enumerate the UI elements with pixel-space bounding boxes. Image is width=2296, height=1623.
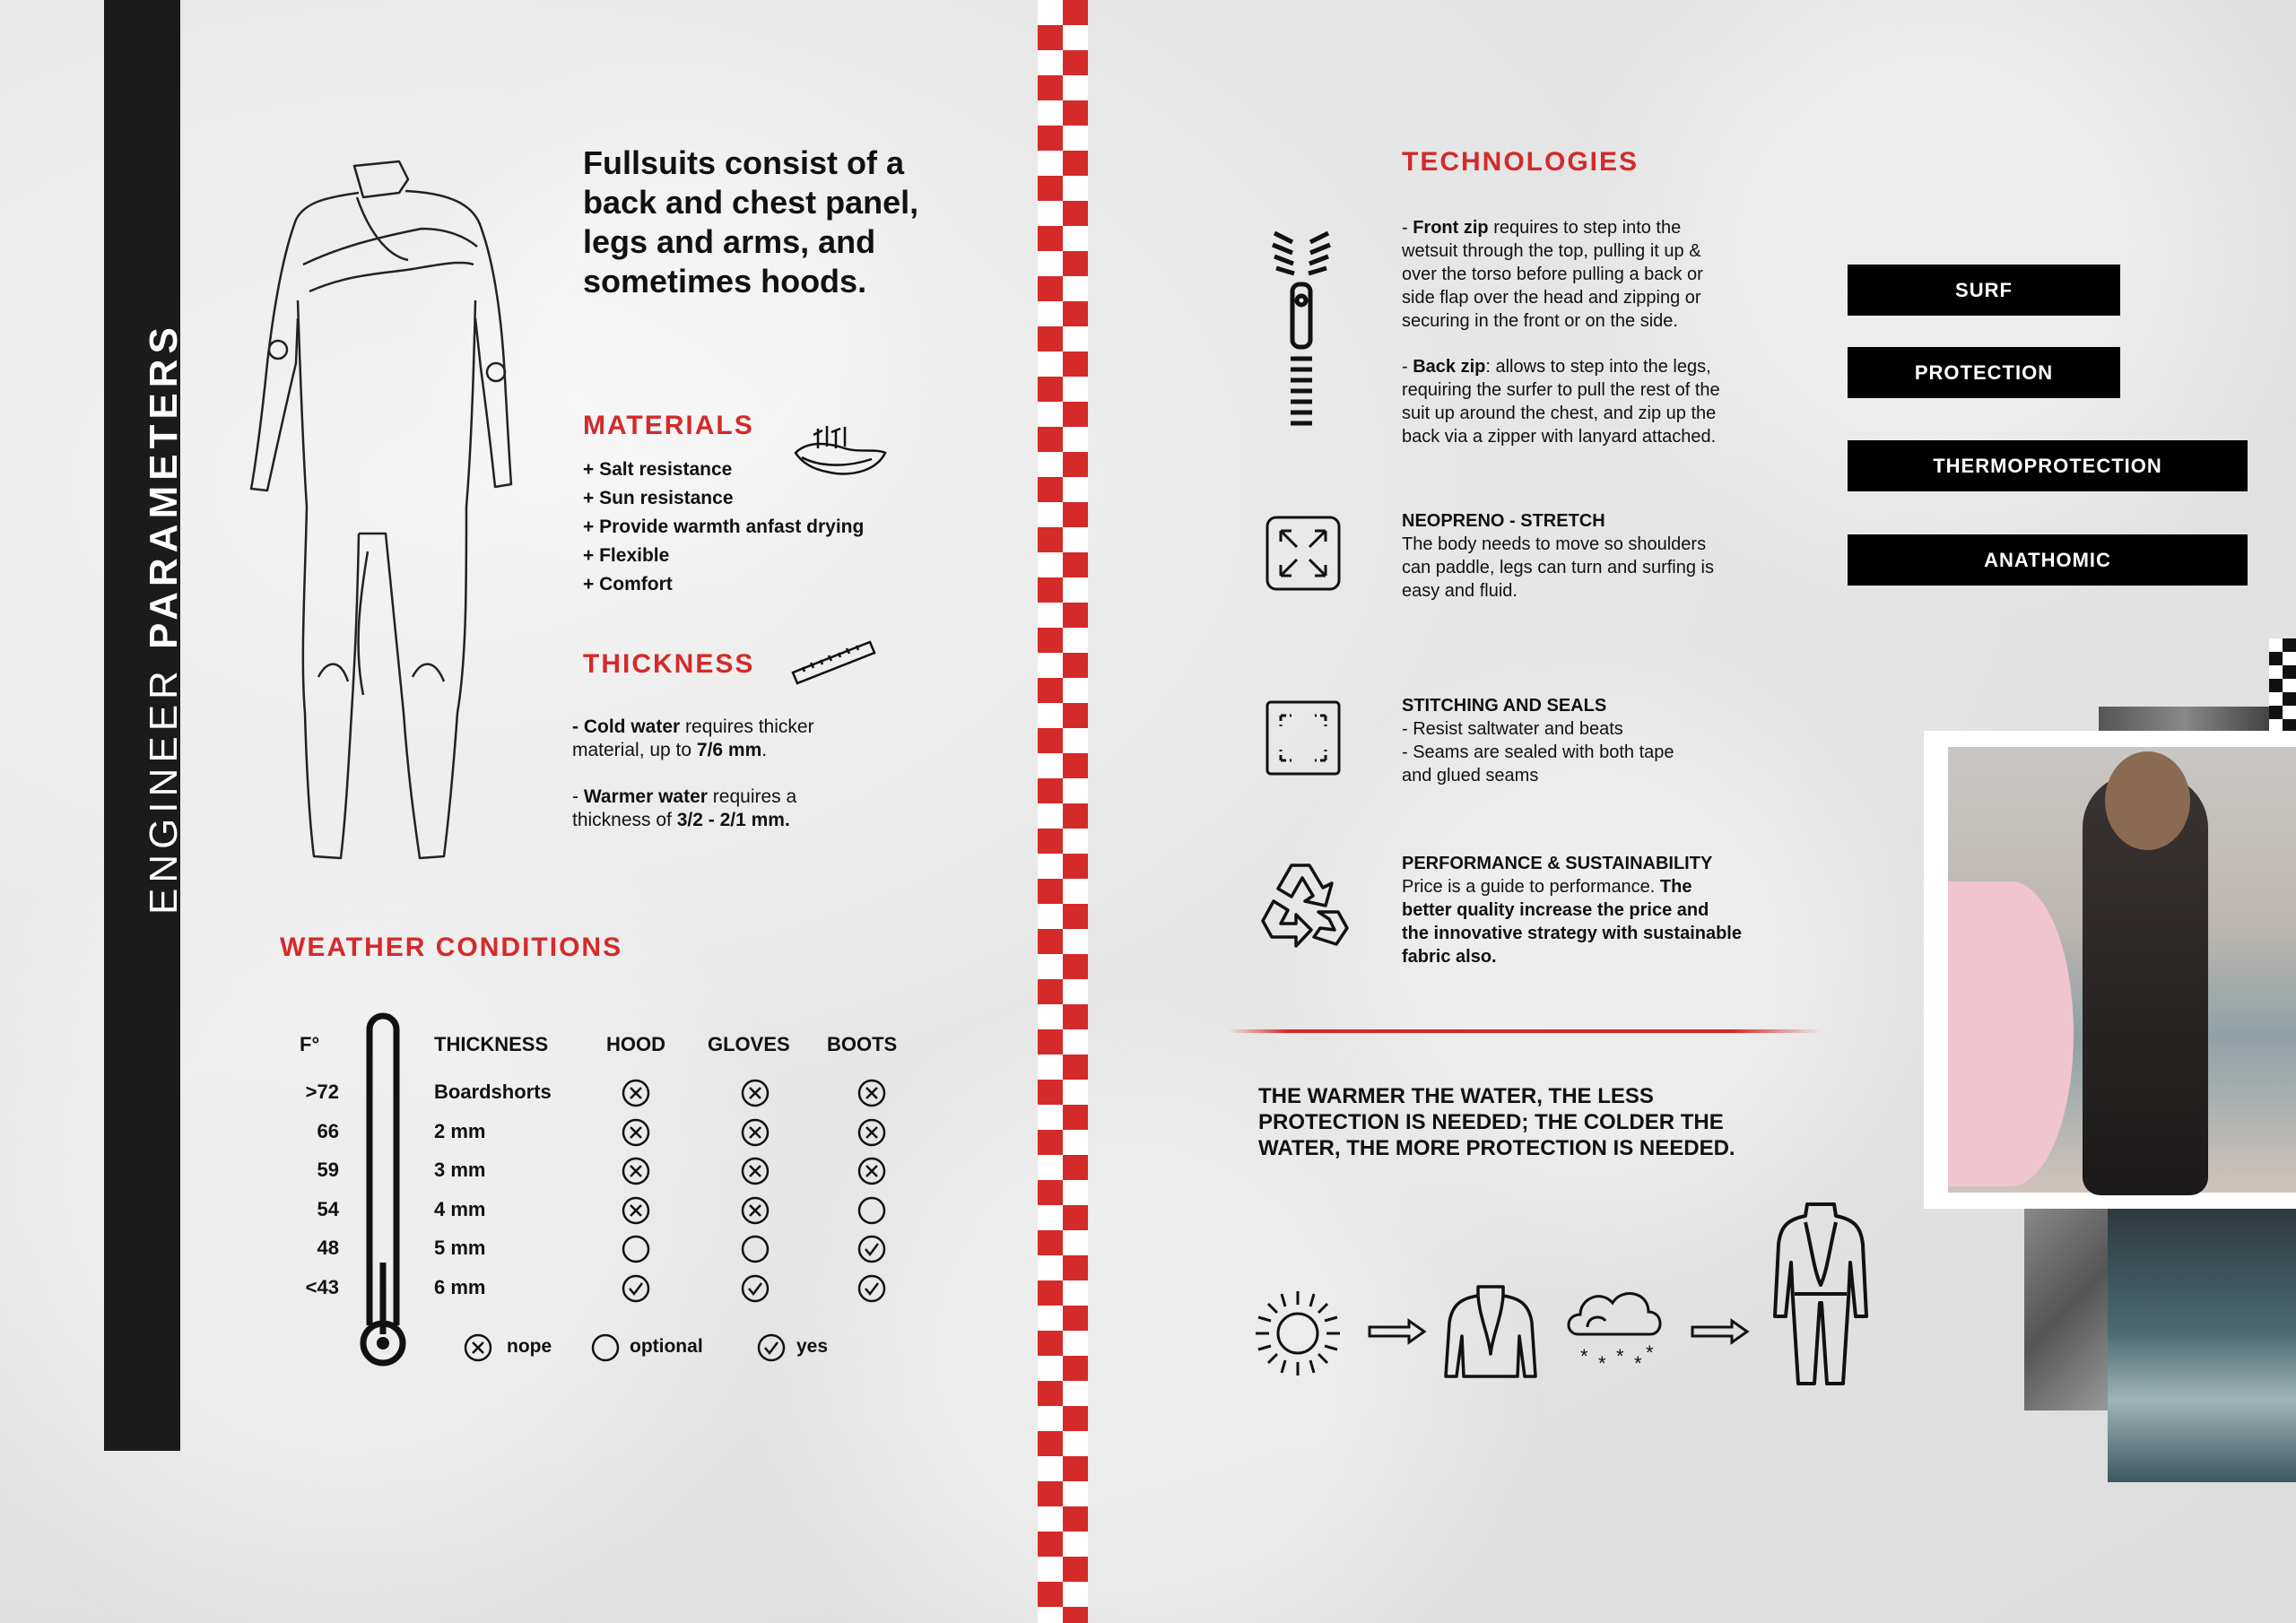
weather-temp: 48 [317,1237,339,1259]
performance-bold-line: fabric also. [1402,947,1497,967]
back-zip-dash: - [1402,357,1413,377]
photo-strip-top [2099,707,2269,733]
svg-text:*: * [1580,1345,1588,1367]
thickness-cold-line2: material, up to [572,740,697,760]
weather-temp: 54 [317,1197,339,1220]
materials-item: + Flexible [583,545,670,566]
sun-icon [1251,1287,1344,1380]
materials-item: + Sun resistance [583,488,734,508]
arrow-icon [1368,1318,1427,1345]
nope-icon [740,1078,770,1108]
front-zip-line2: wetsuit through the top, pulling it up & [1402,241,1701,261]
stitching-line: - Seams are sealed with both tape [1402,742,1674,762]
materials-item: + Comfort [583,574,673,595]
optional-icon [590,1332,621,1363]
legend-nope: nope [507,1336,552,1357]
front-zip-line3: over the torso before pulling a back or [1402,265,1703,284]
weather-col-hood: HOOD [606,1033,665,1055]
zipper-icon [1267,229,1335,435]
wetsuit-illustration [242,157,529,874]
front-zip-line1: requires to step into the [1488,218,1682,238]
nope-icon [857,1117,887,1148]
nope-icon [621,1078,651,1108]
tag-protection: PROTECTION [1848,347,2120,398]
checker-divider [1038,0,1088,1623]
thickness-cold-rest: requires thicker [680,716,814,737]
thickness-warm-rest: requires a [707,786,797,807]
neopreno-text [1402,509,1796,603]
weather-temp: <43 [305,1275,339,1298]
thickness-warm-line2: thickness of [572,810,677,830]
neopreno-line: can paddle, legs can turn and surfing is [1402,558,1714,577]
yes-icon [740,1273,770,1304]
nope-icon [857,1078,887,1108]
materials-list [583,456,864,599]
surfer-photo-2 [2108,1209,2296,1482]
legend-optional: optional [630,1336,703,1357]
yes-icon [857,1273,887,1304]
photo-frame [1924,731,2296,1209]
back-zip-line2: requiring the surfer to pull the rest of the [1402,380,1720,400]
fullsuit-icon [1771,1200,1870,1390]
tag-thermoprotection: THERMOPROTECTION [1848,440,2248,491]
surfboard [1948,881,2074,1186]
front-zip-text [1402,216,1796,333]
neopreno-line: The body needs to move so shoulders [1402,534,1707,554]
neopreno-line: easy and fluid. [1402,581,1518,601]
svg-text:*: * [1616,1345,1624,1367]
thickness-warm-text [572,785,913,832]
neopreno-title: NEOPRENO - STRETCH [1402,511,1605,531]
nope-icon [463,1332,493,1363]
materials-item: + Provide warmth anfast drying [583,516,865,537]
back-zip-text [1402,355,1796,448]
technologies-heading: TECHNOLOGIES [1402,147,1639,177]
performance-text [1402,852,1814,968]
intro-text: Fullsuits consist of a back and chest panel, legs and arms, and sometimes hoods. [583,144,919,299]
optional-icon [621,1234,651,1264]
nope-icon [857,1156,887,1186]
ruler-icon [791,638,876,688]
nope-icon [621,1156,651,1186]
weather-heading: WEATHER CONDITIONS [280,933,623,962]
sidebar-title [142,322,187,915]
tag-anathomic: ANATHOMIC [1848,534,2248,586]
svg-text:*: * [1634,1352,1642,1375]
front-zip-bold: Front zip [1413,218,1489,238]
sidebar-title-light: ENGINEER [142,648,186,915]
thickness-warm-prefix: - [572,786,584,807]
materials-item: + Salt resistance [583,459,733,480]
weather-thickness: Boardshorts [434,1081,552,1103]
yes-icon [756,1332,787,1363]
surfer-head [2105,751,2190,850]
stitching-line: and glued seams [1402,766,1539,785]
tag-surf: SURF [1848,265,2120,316]
thickness-cold-text: - Cold water requires thicker material, up to 7/6 mm. [572,716,814,760]
svg-text:*: * [1646,1341,1654,1364]
thermometer-icon [357,1011,409,1370]
weather-col-thickness: THICKNESS [434,1033,549,1055]
performance-bold-line: the innovative strategy with sustainable [1402,924,1742,943]
arrow-icon [1691,1318,1750,1345]
weather-col-gloves: GLOVES [708,1033,790,1055]
yes-icon [621,1273,651,1304]
weather-temp: >72 [305,1081,339,1103]
nope-icon [740,1195,770,1226]
top-icon [1444,1282,1537,1381]
front-zip-dash: - [1402,218,1413,238]
nope-icon [740,1117,770,1148]
stretch-icon [1265,515,1342,592]
front-zip-line5: securing in the front or on the side. [1402,311,1678,331]
photo-strip-gray [2024,1209,2109,1410]
performance-bold-line: better quality increase the price and [1402,900,1709,920]
surfer-photo [1948,747,2296,1193]
nope-icon [621,1195,651,1226]
thickness-heading: THICKNESS [583,649,755,679]
nope-icon [740,1156,770,1186]
cloud-icon [1561,1280,1668,1379]
sidebar-title-bold: PARAMETERS [142,322,186,649]
weather-thickness: 3 mm [434,1159,486,1181]
nope-icon [621,1117,651,1148]
performance-line1: Price is a guide to performance. [1402,877,1660,897]
thickness-warm-bold: Warmer water [583,786,708,807]
performance-line1-bold: The [1659,877,1692,897]
back-zip-bold: Back zip [1413,357,1486,377]
stitching-line: - Resist saltwater and beats [1402,719,1623,739]
weather-temp: 59 [317,1159,339,1181]
optional-icon [740,1234,770,1264]
performance-title: PERFORMANCE & SUSTAINABILITY [1402,854,1713,873]
weather-thickness: 2 mm [434,1119,486,1142]
weather-thickness: 5 mm [434,1237,486,1259]
thickness-cold-value: 7/6 mm [696,740,762,760]
weather-temp: 66 [317,1119,339,1142]
thickness-warm-value: 3/2 - 2/1 mm. [676,810,790,830]
thickness-cold-bold: - Cold water [572,716,681,737]
stitching-icon [1265,699,1342,777]
recycle-icon [1256,856,1351,946]
back-zip-line1: : allows to step into the legs, [1485,357,1711,377]
materials-heading: MATERIALS [583,411,754,440]
weather-thickness: 4 mm [434,1197,486,1220]
weather-col-boots: BOOTS [827,1033,898,1055]
weather-thickness: 6 mm [434,1275,486,1298]
weather-col-temp: F° [300,1033,320,1055]
stitching-title: STITCHING AND SEALS [1402,696,1607,716]
back-zip-line3: suit up around the chest, and zip up the [1402,404,1717,423]
stitching-text [1402,694,1796,787]
back-zip-line4: back via a zipper with lanyard attached. [1402,427,1717,447]
quote-text: THE WARMER THE WATER, THE LESS PROTECTION IS NEEDED; THE COLDER THE WATER, THE MORE PROTECTION IS NEEDED. [1258,1084,1735,1160]
svg-text:*: * [1598,1352,1606,1375]
optional-icon [857,1195,887,1226]
yes-icon [857,1234,887,1264]
legend-yes: yes [796,1336,829,1357]
front-zip-line4: side flap over the head and zipping or [1402,288,1701,308]
red-divider [1229,1029,1821,1033]
